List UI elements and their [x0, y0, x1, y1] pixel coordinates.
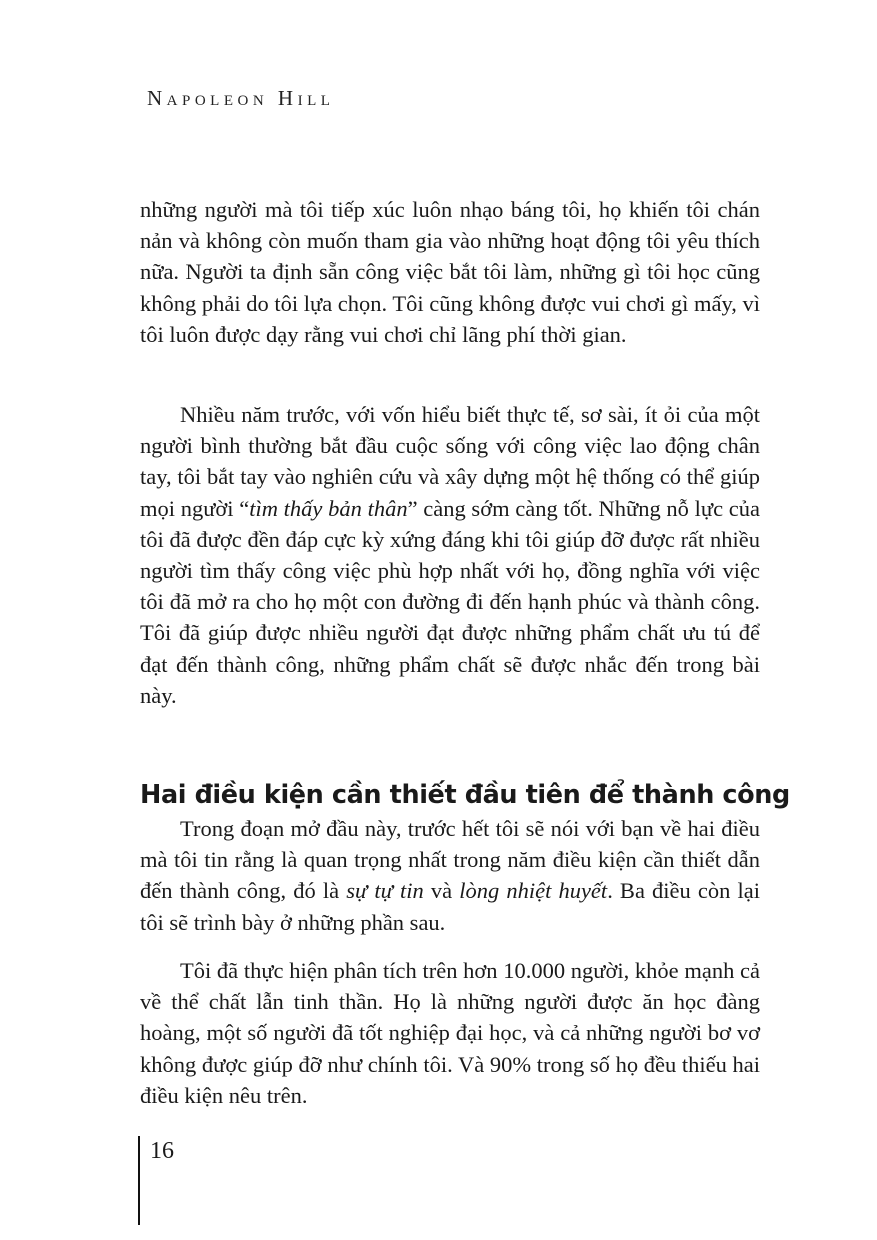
- section-heading: Hai điều kiện cần thiết đầu tiên để thành công: [140, 780, 790, 811]
- paragraph-3-emphasis-1: sự tự tin: [346, 878, 424, 904]
- paragraph-3-emphasis-2: lòng nhiệt huyết: [459, 878, 608, 904]
- paragraph-2-before: Nhiều năm trước, với vốn hiểu biết thực tế, sơ sài, ít ỏi của một người bình thường bắt đầu cuộc sống với công việc lao động chân tay, tôi bắt tay vào nghiên cứu và xây dựng một hệ thống có thể giúp mọi người “: [140, 402, 760, 521]
- paragraph-3-text: [140, 813, 760, 938]
- paragraph-4: [140, 955, 760, 1111]
- paragraph-2-after: ” càng sớm càng tốt. Những nỗ lực của tôi đã được đền đáp cực kỳ xứng đáng khi tôi giúp đỡ được rất nhiều người tìm thấy công việc phù hợp nhất với họ, đồng nghĩa với việc tôi đã mở ra cho họ một con đường đi đến hạnh phúc và thành công. Tôi đã giúp được nhiều người đạt được những phẩm chất ưu tú để đạt đến thành công, những phẩm chất sẽ được nhắc đến trong bài này.: [140, 495, 760, 708]
- paragraph-2: [140, 399, 760, 711]
- paragraph-4-text: Tôi đã thực hiện phân tích trên hơn 10.000 người, khỏe mạnh cả về thể chất lẫn tinh thần. Họ là những người được ăn học đàng hoàng, một số người đã tốt nghiệp đại học, và cả những người bơ vơ không được giúp đỡ như chính tôi. Và 90% trong số họ đều thiếu hai điều kiện nêu trên.: [140, 958, 760, 1108]
- paragraph-3: [140, 813, 760, 938]
- paragraph-3-before: Trong đoạn mở đầu này, trước hết tôi sẽ nói với bạn về hai điều mà tôi tin rằng là quan trọng nhất trong năm điều kiện cần thiết dẫn đến thành công, đó là: [140, 816, 760, 904]
- paragraph-1-text: những người mà tôi tiếp xúc luôn nhạo báng tôi, họ khiến tôi chán nản và không còn muốn tham gia vào những hoạt động tôi yêu thích nữa. Người ta định sẵn công việc bắt tôi làm, những gì tôi học cũng không phải do tôi lựa chọn. Tôi cũng không được vui chơi gì mấy, vì tôi luôn được dạy rằng vui chơi chỉ lãng phí thời gian.: [140, 197, 760, 347]
- paragraph-3-after: . Ba điều còn lại tôi sẽ trình bày ở những phần sau.: [140, 878, 760, 935]
- paragraph-2-text: [140, 399, 760, 711]
- page-number: 16: [150, 1138, 174, 1164]
- paragraph-continued: [140, 194, 760, 350]
- paragraph-2-emphasis: tìm thấy bản thân: [249, 495, 408, 521]
- running-head: Napoleon Hill: [147, 86, 335, 110]
- paragraph-3-middle: và: [423, 878, 460, 904]
- folio-rule: [138, 1136, 140, 1225]
